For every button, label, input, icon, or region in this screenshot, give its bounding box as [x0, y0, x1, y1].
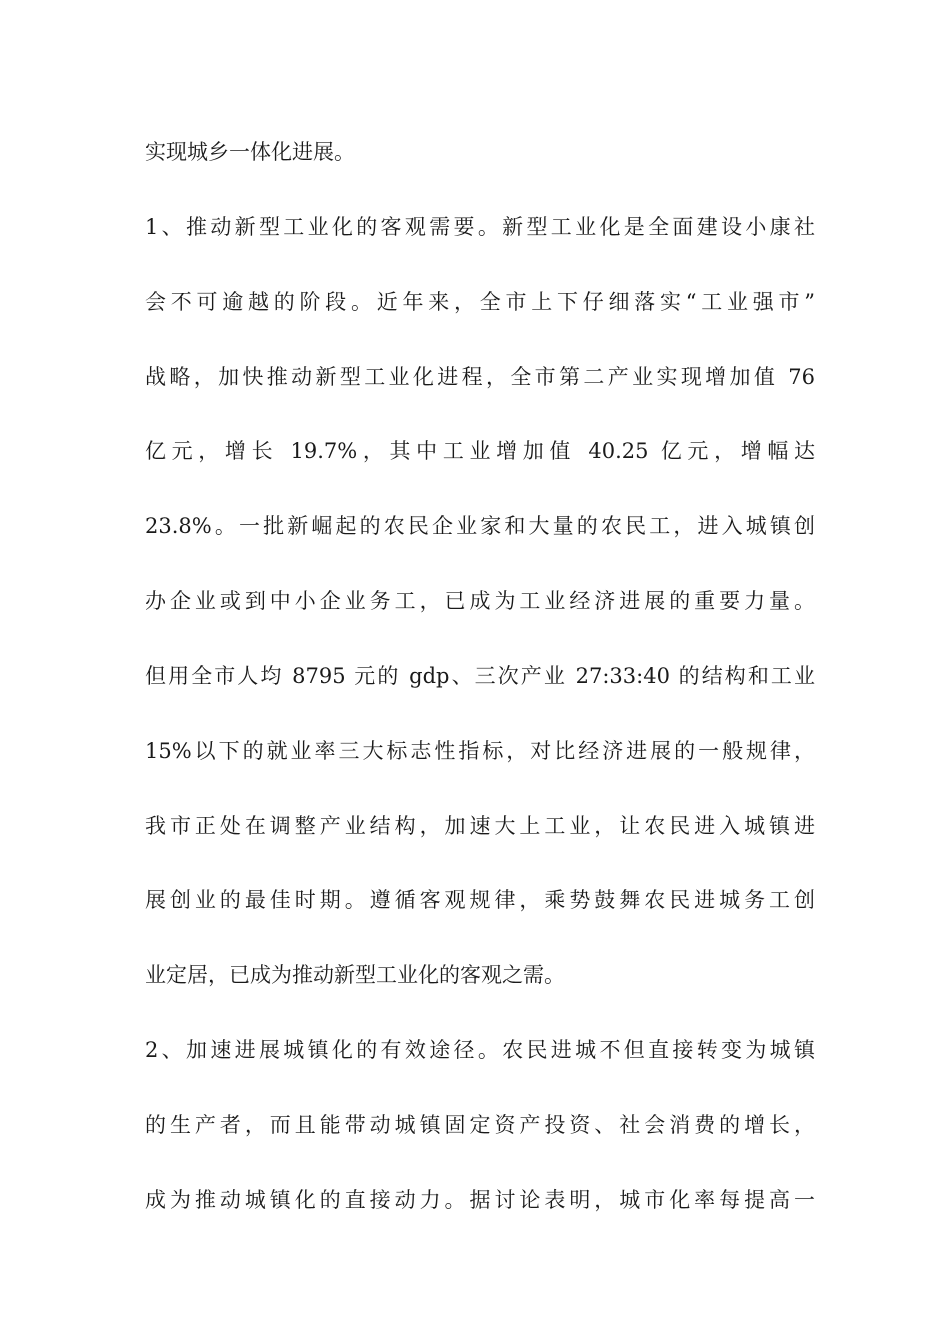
text-line: 会不可逾越的阶段。近年来，全市上下仔细落实“工业强市”	[145, 290, 815, 314]
text-line: 业定居，已成为推动新型工业化的客观之需。	[145, 963, 565, 987]
text-line: 2、加速进展城镇化的有效途径。农民进城不但直接转变为城镇	[145, 1038, 815, 1062]
text-line: 成为推动城镇化的直接动力。据讨论表明，城市化率每提高一	[145, 1188, 815, 1212]
text-line: 战略，加快推动新型工业化进程，全市第二产业实现增加值 76	[145, 365, 815, 389]
text-line: 我市正处在调整产业结构，加速大上工业，让农民进入城镇进	[145, 814, 815, 838]
text-line: 23.8%。一批新崛起的农民企业家和大量的农民工，进入城镇创	[145, 514, 815, 538]
text-line: 办企业或到中小企业务工，已成为工业经济进展的重要力量。	[145, 589, 815, 613]
text-line: 亿元，增长 19.7%，其中工业增加值 40.25 亿元，增幅达	[145, 439, 815, 463]
text-line: 的生产者，而且能带动城镇固定资产投资、社会消费的增长，	[145, 1113, 815, 1137]
text-line: 但用全市人均 8795 元的 gdp、三次产业 27:33:40 的结构和工业	[145, 664, 815, 688]
text-line: 1、推动新型工业化的客观需要。新型工业化是全面建设小康社	[145, 215, 815, 239]
text-line: 实现城乡一体化进展。	[145, 140, 355, 164]
text-line: 15%以下的就业率三大标志性指标，对比经济进展的一般规律，	[145, 739, 815, 763]
text-line: 展创业的最佳时期。遵循客观规律，乘势鼓舞农民进城务工创	[145, 888, 815, 912]
